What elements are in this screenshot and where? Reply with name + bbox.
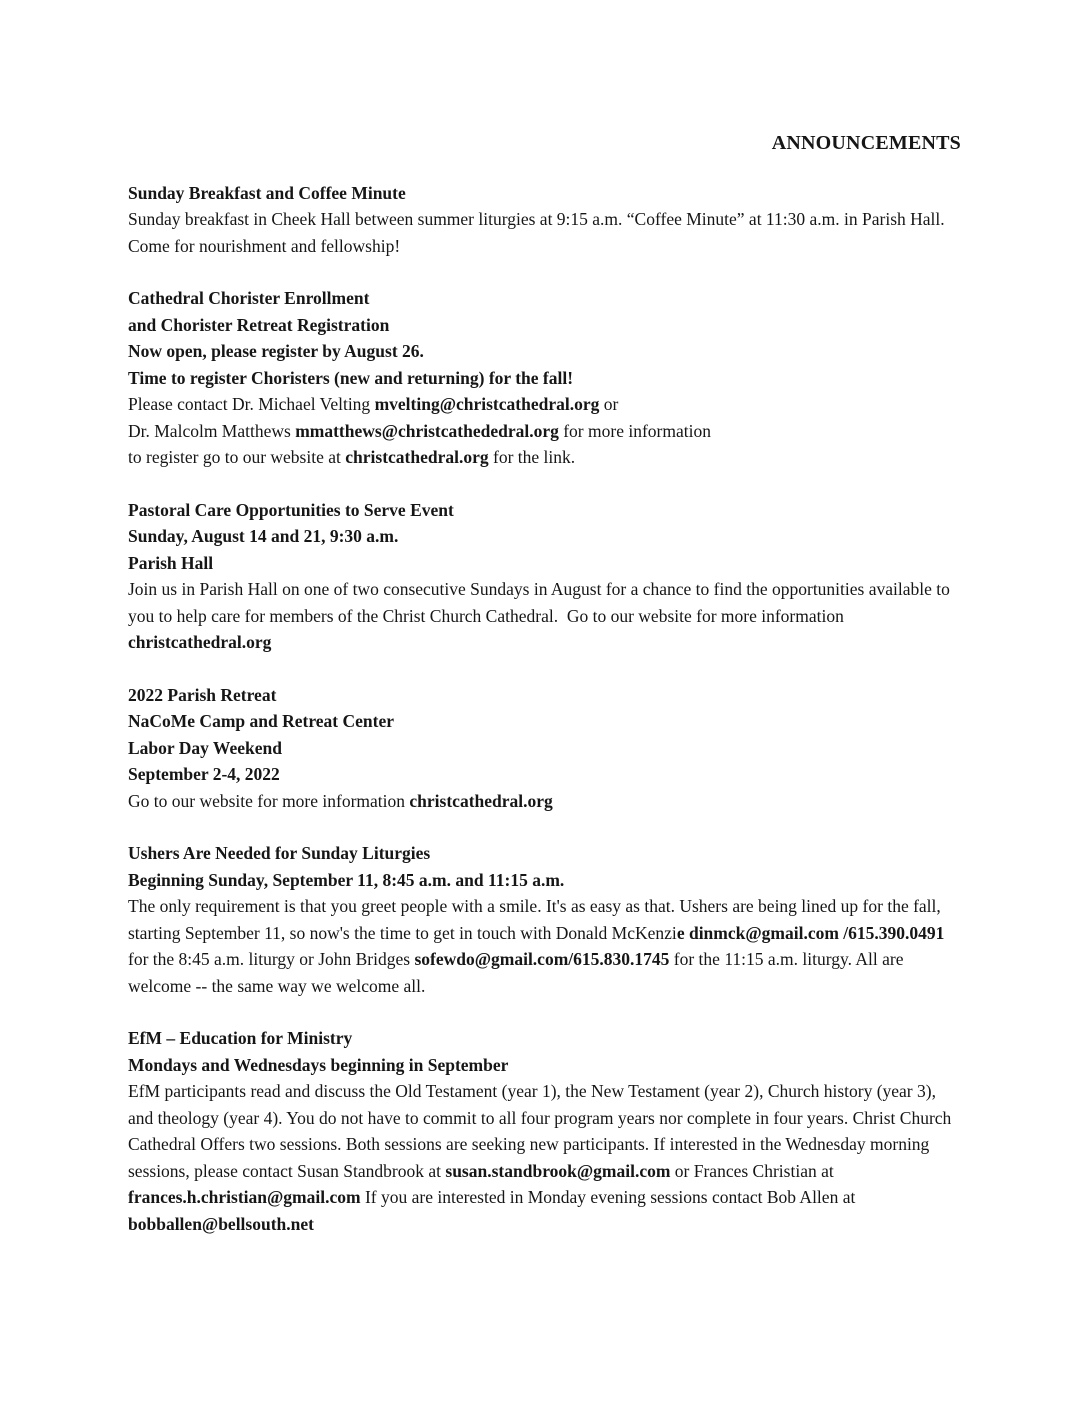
text-run: for the 8:45 a.m. liturgy or John Bridges [128,922,949,969]
section-chorister-enrollment [128,285,961,471]
text-run: Dr. Malcolm Matthews [128,420,296,441]
section-heading: Sunday, August 14 and 21, 9:30 a.m. [128,526,399,546]
section-heading: Labor Day Weekend [128,737,282,758]
text-run: for the link. [488,447,576,467]
email-text: bobballen@bellsouth.net [128,1213,314,1234]
text-run: Go to our website for more information [128,790,410,811]
section-heading: Time to register Choristers (new and returning) for the fall! [128,367,574,388]
website-text: christcathedral.org [128,632,272,652]
text-run: or [599,394,619,414]
section-paragraph [128,893,961,999]
section-heading: EfM – Education for Ministry [128,1028,353,1048]
text-run: or Frances Christian at [670,1160,839,1181]
section-heading: Mondays and Wednesdays beginning in September [128,1054,509,1075]
section-heading: September 2-4, 2022 [128,764,280,784]
website-text: christcathedral.org [409,790,553,811]
section-heading: 2022 Parish Retreat [128,684,277,705]
text-run: to register go to our website at [128,447,346,467]
section-paragraph [128,206,961,259]
section-paragraph [128,391,961,418]
text-run: Join us in Parish Hall on one of two consecutive Sundays in August for a chance to find the opportunities available to you to help care for members of the Christ Church Cathedral. Go to our website for more information [128,579,955,626]
text-run: Sunday breakfast in Cheek Hall between summer liturgies at 9:15 a.m. “Coffee Minute” at 11:30 a.m. in Parish Hall. Come for nourishment and fellowship! [128,209,950,256]
section-sunday-breakfast [128,180,961,260]
website-text: christcathedral.org [345,447,489,467]
section-efm-education [128,1025,961,1237]
section-paragraph [128,444,961,471]
section-heading: Cathedral Chorister Enrollment [128,288,370,308]
section-paragraph [128,788,961,815]
content-area [128,130,961,1237]
section-heading: Now open, please register by August 26. [128,341,424,361]
page-title: ANNOUNCEMENTS [771,132,961,154]
text-run: Please contact Dr. Michael Velting [128,394,375,414]
section-ushers-needed [128,840,961,999]
email-text: mvelting@christcathedral.org [374,394,600,414]
text-run: for more information [558,420,711,441]
sections-container [128,180,961,1238]
section-pastoral-care [128,497,961,656]
email-text: mmatthews@christcathededral.org [295,420,559,441]
email-text: frances.h.christian@gmail.com [128,1187,361,1207]
section-paragraph [128,418,961,445]
email-text: susan.standbrook@gmail.com [445,1160,671,1181]
text-run: EfM participants read and discuss the Old Testament (year 1), the New Testament (year 2), Church history (year 3), and theology (year 4). You do not have to commit to all four program years nor complete in four years. Christ Church Cathedral Offers two sessions. Both sessions are seeking new participants. If interested in the Wednesday morning sessions, please contact Susan Standbrook at [128,1081,956,1181]
email-text: e dinmck@gmail.com /615.390.0491 [676,922,945,943]
section-paragraph [128,1078,961,1237]
text-run: If you are interested in Monday evening sessions contact Bob Allen at [360,1187,860,1207]
section-parish-retreat [128,682,961,815]
section-heading: and Chorister Retreat Registration [128,314,390,335]
section-heading: Pastoral Care Opportunities to Serve Event [128,499,454,520]
section-paragraph [128,576,961,656]
section-heading: NaCoMe Camp and Retreat Center [128,711,395,731]
email-text: sofewdo@gmail.com/615.830.1745 [414,949,670,969]
section-heading: Parish Hall [128,552,214,573]
section-heading: Sunday Breakfast and Coffee Minute [128,182,406,203]
section-heading: Ushers Are Needed for Sunday Liturgies [128,843,431,863]
text-run: for the 11:15 a.m. liturgy. All are welcome -- the same way we welcome all. [128,949,908,996]
text-run: The only requirement is that you greet people with a smile. It's as easy as that. Ushers are being lined up for the fall, starting September 11, so now's the time to get in touch with Donald McKenzi [128,896,946,943]
section-heading: Beginning Sunday, September 11, 8:45 a.m. and 11:15 a.m. [128,869,565,890]
